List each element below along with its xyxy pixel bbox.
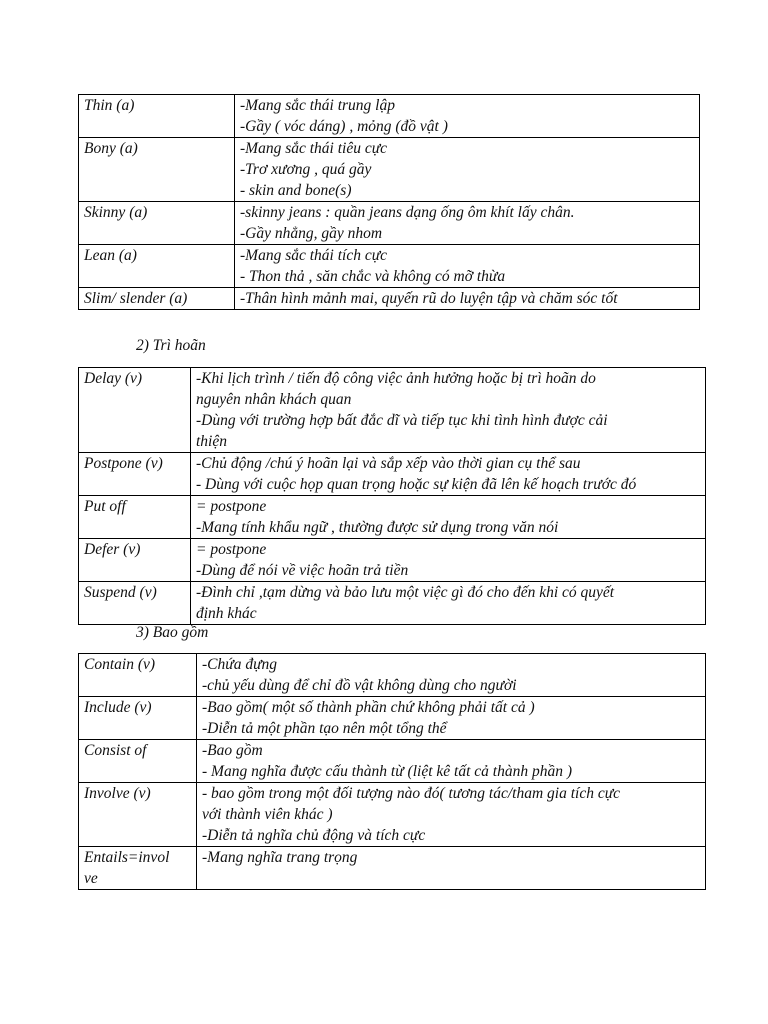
table-row [79,582,706,625]
term-cell [79,368,191,453]
meaning-line: thiện [196,433,227,450]
term-cell [79,288,235,310]
term-text: Defer (v) [84,541,141,558]
meaning-line: - Dùng với cuộc họp quan trọng hoặc sự kiện đã lên kế hoạch trước đó [196,476,637,493]
table-row [79,245,700,288]
term-text: Slim/ slender (a) [84,290,188,307]
term-text: Lean (a) [84,247,137,264]
meaning-line: -Gầy nhẳng, gầy nhom [240,225,383,242]
vocab-table-include [78,653,706,890]
meaning-line: -Chứa đựng [202,656,278,673]
meaning-line: - Thon thả , săn chắc và không có mỡ thừa [240,268,506,285]
meaning-line: -Bao gồm [202,742,263,759]
table-row [79,740,706,783]
table-row [79,138,700,202]
meaning-cell [235,202,700,245]
table-row [79,496,706,539]
term-cell [79,654,197,697]
term-text: Suspend (v) [84,584,157,601]
meaning-line: -Gầy ( vóc dáng) , mỏng (đồ vật ) [240,118,448,135]
term-text: Put off [84,498,126,515]
table-row [79,654,706,697]
meaning-line: -Bao gồm( một số thành phần chứ không phải tất cả ) [202,699,535,716]
term-cell [79,740,197,783]
meaning-cell [197,654,706,697]
meaning-cell [197,783,706,847]
meaning-cell [235,245,700,288]
meaning-line: với thành viên khác ) [202,806,333,823]
table-row [79,783,706,847]
meaning-line: -Mang tính khẩu ngữ , thường được sử dụng trong văn nói [196,519,559,536]
meaning-cell [235,138,700,202]
table-row [79,288,700,310]
meaning-line: định khác [196,605,257,622]
table-row [79,453,706,496]
term-cell [79,783,197,847]
meaning-cell [191,582,706,625]
meaning-cell [191,496,706,539]
meaning-line: -Mang nghĩa trang trọng [202,849,358,866]
meaning-line: -Diễn tả nghĩa chủ động và tích cực [202,827,426,844]
meaning-cell [235,288,700,310]
meaning-line: -Thân hình mảnh mai, quyến rũ do luyện tập và chăm sóc tốt [240,290,618,307]
meaning-cell [191,453,706,496]
term-cell [79,245,235,288]
meaning-cell [197,697,706,740]
meaning-cell [197,847,706,890]
term-text: Thin (a) [84,97,135,114]
vocab-table-postpone [78,367,706,625]
term-cell [79,138,235,202]
meaning-line: -chủ yếu dùng để chỉ đồ vật không dùng cho người [202,677,517,694]
term-text: Consist of [84,742,147,759]
meaning-line: -Mang sắc thái trung lập [240,97,395,114]
table-row [79,95,700,138]
meaning-line: - bao gồm trong một đối tượng nào đó( tương tác/tham gia tích cực [202,785,621,802]
meaning-line: -skinny jeans : quần jeans dạng ống ôm khít lấy chân. [240,204,575,221]
meaning-line: -Trơ xương , quá gầy [240,161,372,178]
meaning-line: -Dùng với trường hợp bất đắc dĩ và tiếp tục khi tình hình được cải [196,412,608,429]
term-text: ve [84,870,98,887]
meaning-line: nguyên nhân khách quan [196,391,352,408]
meaning-cell [235,95,700,138]
term-text: Postpone (v) [84,455,163,472]
table-row [79,202,700,245]
meaning-cell [197,740,706,783]
term-text: Delay (v) [84,370,143,387]
term-text: Include (v) [84,699,152,716]
table-row [79,539,706,582]
meaning-line: = postpone [196,498,267,515]
term-text: Skinny (a) [84,204,148,221]
term-cell [79,847,197,890]
meaning-line: -Khi lịch trình / tiến độ công việc ảnh hưởng hoặc bị trì hoãn do [196,370,596,387]
term-text: Contain (v) [84,656,156,673]
meaning-line: -Mang sắc thái tiêu cực [240,140,388,157]
meaning-line: - Mang nghĩa được cấu thành từ (liệt kê tất cả thành phần ) [202,763,572,780]
table-row [79,847,706,890]
term-cell [79,582,191,625]
meaning-line: -Đình chỉ ,tạm dừng và bảo lưu một việc gì đó cho đến khi có quyết [196,584,615,601]
section-heading-postpone: 2) Trì hoãn [136,337,206,354]
table-row [79,368,706,453]
meaning-cell [191,539,706,582]
term-cell [79,496,191,539]
meaning-line: -Chủ động /chú ý hoãn lại và sắp xếp vào thời gian cụ thể sau [196,455,581,472]
meaning-line: -Dùng để nói về việc hoãn trả tiền [196,562,409,579]
term-cell [79,539,191,582]
meaning-line: -Diễn tả một phần tạo nên một tổng thể [202,720,447,737]
term-cell [79,95,235,138]
vocab-table-thin [78,94,700,310]
meaning-line: = postpone [196,541,267,558]
term-cell [79,697,197,740]
table-row [79,697,706,740]
section-heading-include: 3) Bao gồm [136,624,209,641]
term-cell [79,453,191,496]
meaning-line: -Mang sắc thái tích cực [240,247,388,264]
term-text: Involve (v) [84,785,151,802]
term-text: Entails=invol [84,849,170,866]
meaning-cell [191,368,706,453]
term-text: Bony (a) [84,140,138,157]
term-cell [79,202,235,245]
meaning-line: - skin and bone(s) [240,182,352,199]
